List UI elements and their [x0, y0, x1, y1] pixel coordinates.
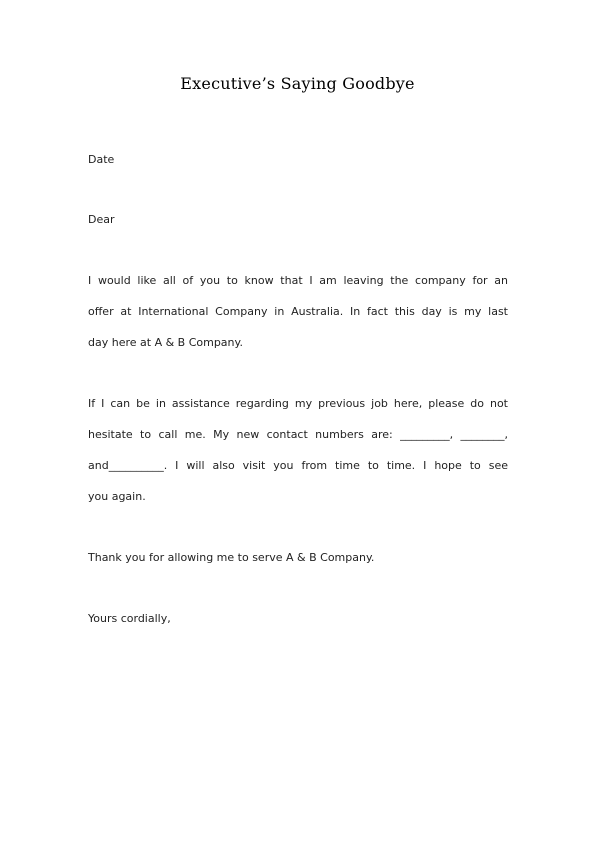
- paragraph-line: you again.: [88, 490, 146, 503]
- date-label: Date: [88, 153, 115, 166]
- closing-line: Yours cordially,: [88, 612, 171, 625]
- document-title: Executive’s Saying Goodbye: [180, 74, 415, 93]
- salutation: Dear: [88, 213, 115, 226]
- paragraph-line: I would like all of you to know that I am leaving the company for an: [88, 274, 508, 287]
- paragraph-line: and__________. I will also visit you from time to time. I hope to see: [88, 459, 508, 472]
- paragraph-line: day here at A & B Company.: [88, 336, 243, 349]
- paragraph-line: hesitate to call me. My new contact numbers are: _________, ________,: [88, 428, 508, 441]
- paragraph-line: offer at International Company in Australia. In fact this day is my last: [88, 305, 508, 318]
- paragraph-line: If I can be in assistance regarding my previous job here, please do not: [88, 397, 508, 410]
- paragraph-thanks: Thank you for allowing me to serve A & B Company.: [88, 551, 375, 564]
